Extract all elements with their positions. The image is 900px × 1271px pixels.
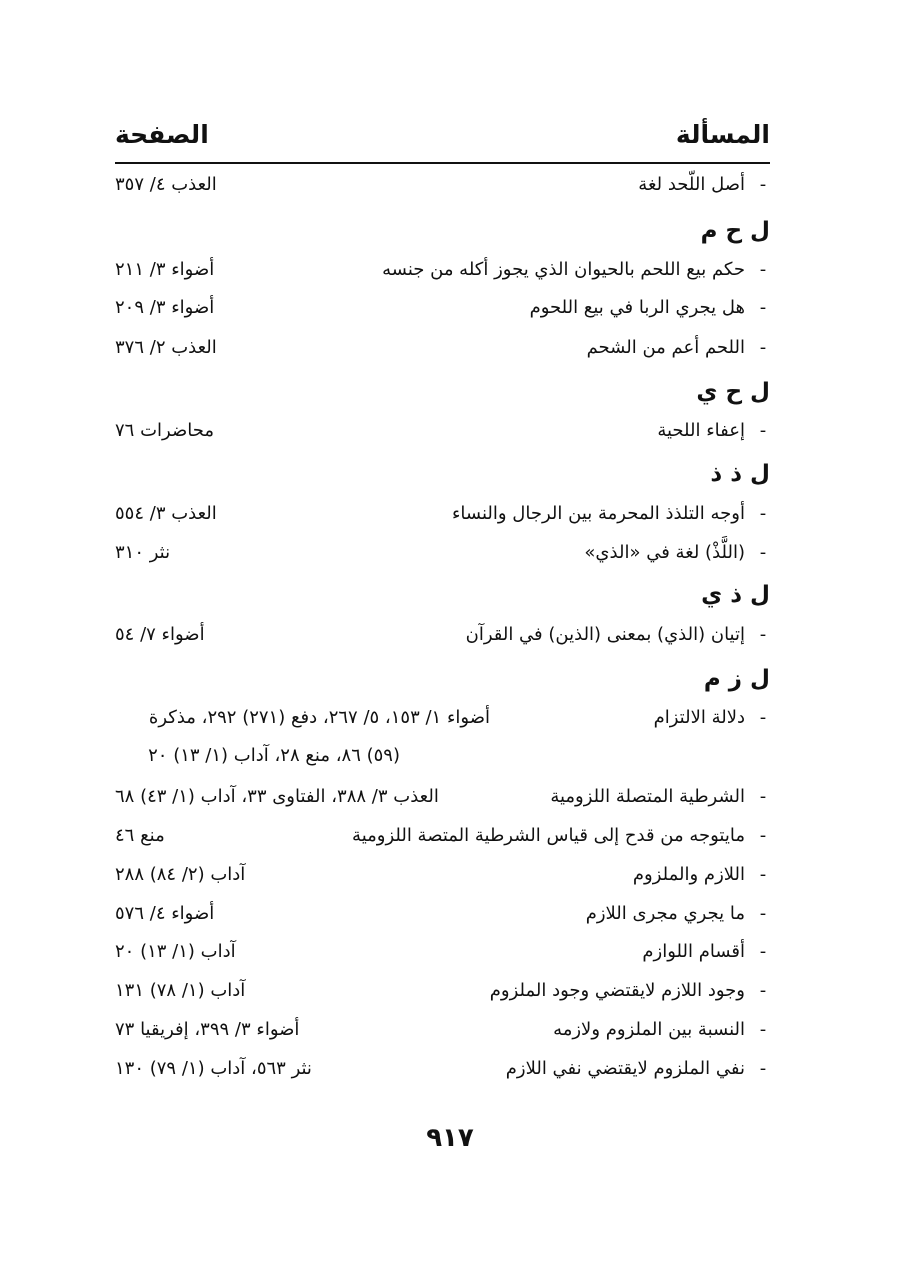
root-heading: ل ح م [700, 218, 770, 244]
root-heading: ل ح ي [696, 379, 770, 405]
entry-question: اللحم أعم من الشحم [586, 337, 745, 358]
entry-reference: العذب ٤/ ٣٥٧ [115, 174, 217, 195]
entry-dash: - [759, 903, 767, 924]
entry-question: مايتوجه من قدح إلى قياس الشرطية المتصة اللزومية [352, 825, 745, 846]
entry-reference: أضواء ٣/ ٣٩٩، إفريقيا ٧٣ [115, 1019, 300, 1040]
entry-question: أصل اللّحد لغة [638, 174, 745, 195]
entry-question: إعفاء اللحية [657, 420, 745, 441]
entry-dash: - [759, 542, 767, 563]
entry-reference: أضواء ٣/ ٢١١ [115, 259, 215, 280]
entry-reference: العذب ٢/ ٣٧٦ [115, 337, 217, 358]
entry-dash: - [759, 503, 767, 524]
entry-question: وجود اللازم لايقتضي وجود الملزوم [489, 980, 745, 1001]
question-column-header: المسألة [675, 120, 770, 149]
entry-dash: - [759, 941, 767, 962]
entry-question: النسبة بين الملزوم ولازمه [553, 1019, 745, 1040]
entry-reference: نثر ٥٦٣، آداب (١/ ٧٩) ١٣٠ [115, 1058, 312, 1079]
entry-dash: - [759, 980, 767, 1001]
entry-reference: منع ٤٦ [115, 825, 165, 846]
root-heading: ل ذ ي [701, 582, 770, 608]
entry-reference: أضواء ٣/ ٢٠٩ [115, 297, 215, 318]
entry-question: أقسام اللوازم [642, 941, 745, 962]
entry-reference: أضواء ٧/ ٥٤ [115, 624, 205, 645]
header-rule [115, 162, 770, 164]
entry-question: اللازم والملزوم [632, 864, 745, 885]
entry-dash: - [759, 1058, 767, 1079]
entry-reference: محاضرات ٧٦ [115, 420, 214, 441]
entry-reference: العذب ٣/ ٥٥٤ [115, 503, 217, 524]
entry-question: نفي الملزوم لايقتضي نفي اللازم [505, 1058, 745, 1079]
entry-reference: أضواء ١/ ١٥٣، ٥/ ٢٦٧، دفع (٢٧١) ٢٩٢، مذكرة [148, 707, 490, 728]
entry-question: دلالة الالتزام [653, 707, 745, 728]
entry-dash: - [759, 337, 767, 358]
entry-dash: - [759, 174, 767, 195]
entry-question: هل يجري الربا في بيع اللحوم [529, 297, 745, 318]
entry-reference: آداب (١/ ٧٨) ١٣١ [115, 980, 246, 1001]
entry-dash: - [759, 1019, 767, 1040]
page-number: ٩١٧ [426, 1123, 474, 1153]
entry-question: (اللَّذْ) لغة في «الذي» [584, 542, 745, 563]
entry-reference: أضواء ٤/ ٥٧٦ [115, 903, 215, 924]
entry-reference: آداب (١/ ١٣) ٢٠ [115, 941, 236, 962]
entry-question: أوجه التلذذ المحرمة بين الرجال والنساء [451, 503, 745, 524]
entry-reference-continued: (٥٩) ٨٦، منع ٢٨، آداب (١/ ١٣) ٢٠ [148, 745, 400, 766]
root-heading: ل ذ ذ [710, 461, 770, 487]
entry-question: ما يجري مجرى اللازم [585, 903, 745, 924]
entry-dash: - [759, 297, 767, 318]
entry-dash: - [759, 707, 767, 728]
entry-reference: العذب ٣/ ٣٨٨، الفتاوى ٣٣، آداب (١/ ٤٣) ٦٨ [115, 786, 439, 807]
entry-dash: - [759, 259, 767, 280]
root-heading: ل ز م [703, 666, 770, 692]
entry-dash: - [759, 825, 767, 846]
entry-dash: - [759, 420, 767, 441]
entry-question: حكم بيع اللحم بالحيوان الذي يجوز أكله من جنسه [382, 259, 745, 280]
page-column-header: الصفحة [115, 120, 209, 149]
entry-dash: - [759, 624, 767, 645]
entry-dash: - [759, 786, 767, 807]
entry-dash: - [759, 864, 767, 885]
entry-question: إتيان (الذي) بمعنى (الذين) في القرآن [465, 624, 745, 645]
entry-question: الشرطية المتصلة اللزومية [550, 786, 745, 807]
entry-reference: نثر ٣١٠ [115, 542, 171, 563]
entry-reference: آداب (٢/ ٨٤) ٢٨٨ [115, 864, 246, 885]
